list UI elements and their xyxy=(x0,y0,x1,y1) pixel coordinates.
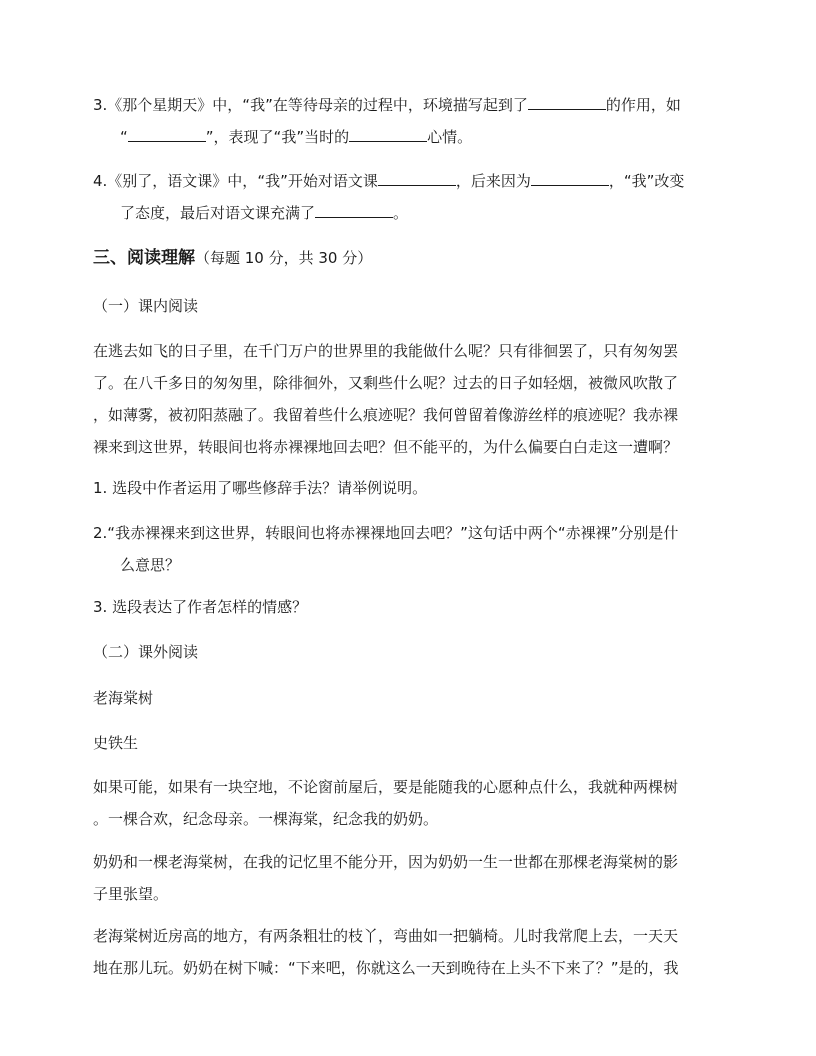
passage-line: 在逃去如飞的日子里，在千门万户的世界里的我能做什么呢？只有徘徊罢了，只有匆匆罢 xyxy=(93,342,679,360)
question-line xyxy=(93,89,723,121)
passage-line: 裸来到这世界，转眼间也将赤裸裸地回去吧？但不能平的，为什么偏要白白走这一遭啊？ xyxy=(93,438,679,456)
question-text: 。 xyxy=(393,204,409,222)
passage-line: 了。在八千多日的匆匆里，除徘徊外，又剩些什么呢？过去的日子如轻烟，被微风吹散了 xyxy=(93,374,679,392)
author-text: 史铁生 xyxy=(93,734,139,752)
paragraph-line: 老海棠树近房高的地方，有两条粗壮的枝丫，弯曲如一把躺椅。儿时我常爬上去，一天天 xyxy=(93,927,679,945)
reading-passage xyxy=(93,335,723,463)
question-text: 么意思？ xyxy=(120,556,181,574)
answer-blank[interactable] xyxy=(349,123,427,142)
question-text: ”，表现了“我”当时的 xyxy=(205,128,350,146)
article-paragraph xyxy=(93,846,723,910)
fill-question-4 xyxy=(93,165,723,229)
subsection-label-text: （一）课内阅读 xyxy=(93,297,199,315)
question-text: 4.《别了，语文课》中，“我”开始对语文课 xyxy=(93,172,378,190)
section-score-note: （每题 10 分，共 30 分） xyxy=(195,249,373,267)
question-text: ，后来因为 xyxy=(455,172,531,190)
question-text: 1. 选段中作者运用了哪些修辞手法？请举例说明。 xyxy=(93,479,428,497)
reading-question-2 xyxy=(93,517,723,581)
paragraph-line: 地在那儿玩。奶奶在树下喊：“下来吧，你就这么一天到晚待在上头不下来了？”是的，我 xyxy=(93,959,679,977)
section-title: 三、阅读理解 xyxy=(93,248,195,268)
answer-blank[interactable] xyxy=(531,167,609,186)
section-heading xyxy=(93,242,723,274)
article-title xyxy=(93,682,723,714)
subsection-label xyxy=(93,636,723,668)
subsection-label-text: （二）课外阅读 xyxy=(93,643,199,661)
answer-blank[interactable] xyxy=(315,199,393,218)
question-line xyxy=(93,165,723,197)
question-text: 了态度，最后对语文课充满了 xyxy=(120,204,316,222)
question-text: ，“我”改变 xyxy=(608,172,685,190)
passage-line: ，如薄雾，被初阳蒸融了。我留着些什么痕迹呢？我何曾留着像游丝样的痕迹呢？我赤裸 xyxy=(93,406,679,424)
article-paragraph xyxy=(93,920,723,984)
question-text: 2.“我赤裸裸来到这世界，转眼间也将赤裸裸地回去吧？”这句话中两个“赤裸裸”分别是什 xyxy=(93,524,679,542)
paragraph-line: 如果可能，如果有一块空地，不论窗前屋后，要是能随我的心愿种点什么，我就种两棵树 xyxy=(93,778,679,796)
answer-blank[interactable] xyxy=(528,91,606,110)
article-paragraph xyxy=(93,771,723,835)
fill-question-3 xyxy=(93,89,723,153)
answer-blank[interactable] xyxy=(128,123,206,142)
paragraph-line: 奶奶和一棵老海棠树，在我的记忆里不能分开，因为奶奶一生一世都在那棵老海棠树的影 xyxy=(93,853,679,871)
question-text: “ xyxy=(120,128,128,146)
question-line xyxy=(93,197,723,229)
question-text: 心情。 xyxy=(427,128,473,146)
question-text: 3.《那个星期天》中，“我”在等待母亲的过程中，环境描写起到了 xyxy=(93,96,528,114)
subsection-label xyxy=(93,290,723,322)
reading-question-3 xyxy=(93,591,723,623)
question-text: 3. 选段表达了作者怎样的情感？ xyxy=(93,598,308,616)
paragraph-line: 子里张望。 xyxy=(93,885,169,903)
question-text: 的作用，如 xyxy=(605,96,681,114)
answer-blank[interactable] xyxy=(378,167,456,186)
paragraph-line: 。一棵合欢，纪念母亲。一棵海棠，纪念我的奶奶。 xyxy=(93,810,439,828)
article-author xyxy=(93,727,723,759)
reading-question-1 xyxy=(93,472,723,504)
question-line xyxy=(93,121,723,153)
article-title-text: 老海棠树 xyxy=(93,689,154,707)
